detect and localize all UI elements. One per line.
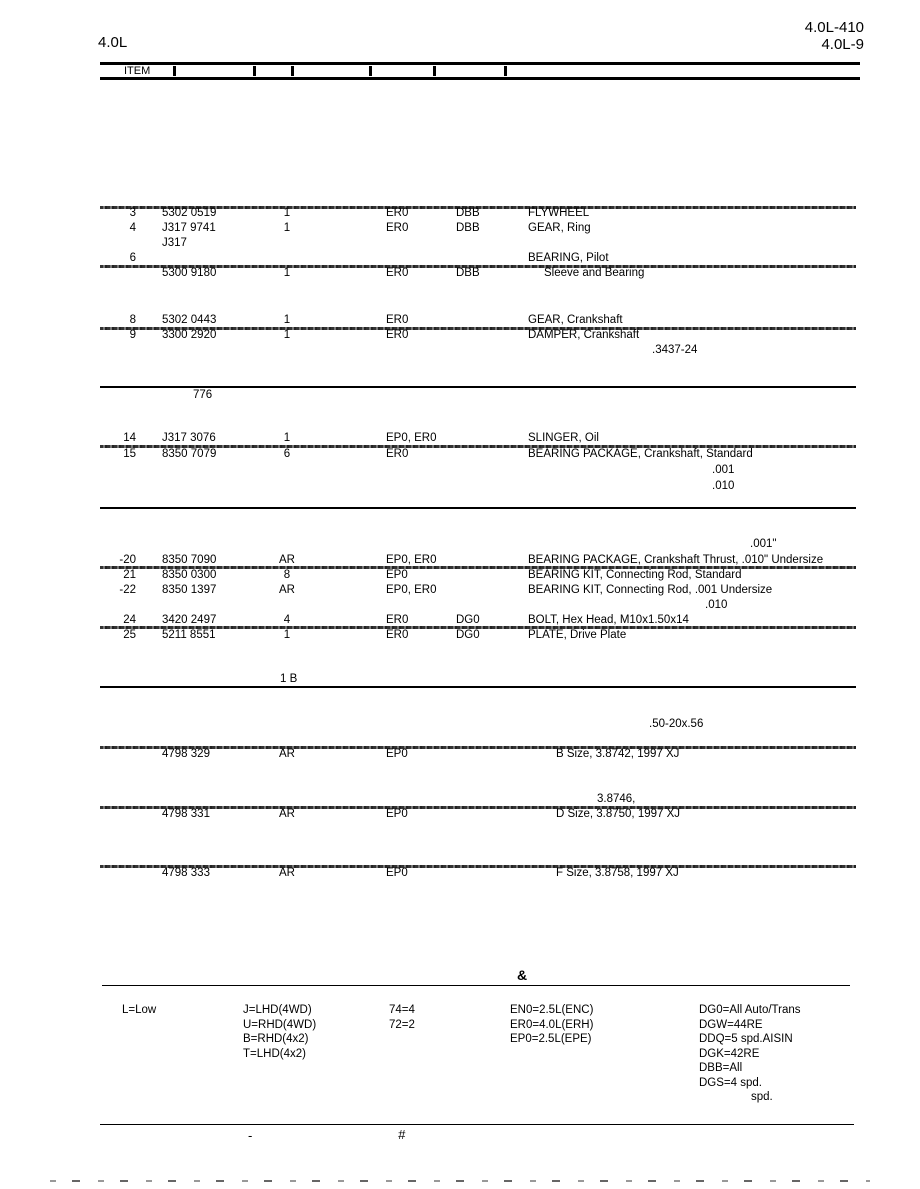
part-number: 5211 8551 [162,629,216,641]
legend-column-body [243,1003,316,1061]
quantity: AR [279,554,295,566]
section-rule [100,507,856,509]
description: GEAR, Crankshaft [528,314,623,326]
legend-column-drive [389,1003,415,1032]
header-left-code: 4.0L [98,34,128,51]
part-number: J317 9741 [162,222,216,234]
part-number: 8350 7090 [162,554,217,566]
item-number: 3 [129,207,136,219]
description: BOLT, Hex Head, M10x1.50x14 [528,614,689,626]
header-right-section-code: 4.0L-9 [821,36,864,53]
table-row [0,538,920,552]
description: 3.8746, [597,793,636,805]
item-number: 21 [123,569,136,581]
description: BEARING PACKAGE, Crankshaft, Standard [528,448,753,460]
quantity: AR [279,584,295,596]
description: .001 [712,464,735,476]
table-row [0,329,920,343]
part-number: 8350 1397 [162,584,217,596]
table-row [0,267,920,281]
item-number: -22 [119,584,136,596]
part-number: 8350 7079 [162,448,217,460]
column-divider [433,66,436,76]
quantity: 1 [283,629,291,641]
legend-title: & [517,967,528,983]
column-divider [173,66,176,76]
table-row [0,464,920,478]
legend-entry: spd. [751,1091,773,1103]
legend-entry: EP0=2.5L(EPE) [510,1033,592,1045]
table-row [0,793,920,807]
legend-entry: DG0=All Auto/Trans [699,1004,801,1016]
part-number: 8350 0300 [162,569,217,581]
legend-entry: EN0=2.5L(ENC) [510,1004,594,1016]
item-number: 9 [129,329,136,341]
quantity: 1 [283,207,291,219]
legend-entry: U=RHD(4WD) [243,1018,317,1031]
sales-code: ER0 [386,629,409,641]
part-number: 3420 2497 [162,614,217,626]
part-number: 5300 9180 [162,267,217,279]
quantity: AR [279,748,295,760]
quantity: AR [279,867,295,879]
header-right-page-code: 4.0L-410 [804,19,864,36]
table-row [0,344,920,358]
quantity: 4 [283,614,291,626]
table-top-rule [100,62,860,65]
legend-entry: 74=4 [389,1004,415,1016]
item-number: 6 [129,252,136,264]
description: BEARING, Pilot [528,252,609,264]
quantity: 1 [283,314,291,326]
table-row [0,222,920,236]
sales-code: EP0 [386,808,408,820]
part-number: 4798 331 [162,808,210,820]
legend-entry: ER0=4.0L(ERH) [510,1018,594,1031]
legend-entry: T=LHD(4x2) [243,1047,306,1060]
legend-entry: 72=2 [389,1018,415,1031]
table-row [0,599,920,613]
release-code: DBB [456,222,480,234]
column-divider [253,66,256,76]
part-number: 5302 0519 [162,207,217,219]
legend-rule [102,985,850,986]
item-number: 15 [123,448,136,460]
table-row [0,314,920,328]
table-row [0,673,920,687]
sales-code: ER0 [386,207,409,219]
table-row [0,718,920,732]
release-code: DBB [456,207,480,219]
column-divider [369,66,372,76]
sales-code: ER0 [386,448,409,460]
item-number: 24 [123,614,136,626]
item-number: 8 [129,314,136,326]
description: .010 [705,599,728,611]
description: B Size, 3.8742, 1997 XJ [556,748,680,760]
part-number: 5302 0443 [162,314,217,326]
quantity: 8 [283,569,291,581]
description: F Size, 3.8758, 1997 XJ [556,867,679,879]
scan-artifact-row [50,1180,870,1182]
footer-rule [100,1124,854,1125]
item-number: 14 [123,432,136,444]
quantity: 1 [283,267,291,279]
description: BEARING PACKAGE, Crankshaft Thrust, .010" Undersize [528,554,824,566]
table-row [0,808,920,822]
description: BEARING KIT, Connecting Rod, .001 Undersize [528,584,773,596]
legend-entry: DGW=44RE [699,1018,763,1031]
quantity: 1 [283,329,291,341]
part-number: J317 [162,237,187,249]
item-number: 25 [123,629,136,641]
legend-entry: DBB=All [699,1062,743,1074]
part-number: 4798 333 [162,867,210,879]
description: D Size, 3.8750, 1997 XJ [556,808,681,820]
section-rule [100,386,856,388]
column-divider [291,66,294,76]
table-row [0,629,920,643]
description: BEARING KIT, Connecting Rod, Standard [528,569,742,581]
description: GEAR, Ring [528,222,591,234]
quantity: AR [279,808,295,820]
description: FLYWHEEL [528,207,590,219]
footer-hash: # [398,1127,406,1142]
description: DAMPER, Crankshaft [528,329,640,341]
part-number: J317 3076 [162,432,216,444]
table-row [0,614,920,628]
legend-entry: L=Low [122,1004,157,1016]
legend-entry: DGK=42RE [699,1047,760,1060]
description: .010 [712,480,735,492]
table-row [0,867,920,881]
quantity: 1 [283,222,291,234]
sales-code: EP0, ER0 [386,554,437,566]
table-row [0,554,920,568]
item-number: -20 [119,554,136,566]
part-number: 776 [193,389,213,401]
table-row [0,252,920,266]
part-number: 3300 2920 [162,329,217,341]
description: .001" [750,538,777,550]
sales-code: EP0 [386,748,408,760]
sales-code: ER0 [386,314,409,326]
footer-dash: - [248,1128,253,1143]
table-row [0,207,920,221]
quantity: 1 [283,432,291,444]
sales-code: EP0, ER0 [386,584,437,596]
table-row [0,389,920,403]
legend-column-type [122,1003,156,1018]
table-row [0,584,920,598]
legend-entry: J=LHD(4WD) [243,1004,312,1016]
column-divider [504,66,507,76]
column-header-item: ITEM [124,65,151,77]
item-number: 4 [129,222,136,234]
quantity: 1 B [280,673,298,685]
sales-code: ER0 [386,222,409,234]
legend-entry: DGS=4 spd. [699,1076,762,1089]
table-row [0,748,920,762]
sales-code: EP0, ER0 [386,432,437,444]
table-row [0,569,920,583]
description: .3437-24 [652,344,698,356]
sales-code: EP0 [386,569,408,581]
description: Sleeve and Bearing [544,267,645,279]
legend-entry: B=RHD(4x2) [243,1033,309,1045]
part-number: 4798 329 [162,748,210,760]
release-code: DBB [456,267,480,279]
table-row [0,237,920,251]
table-row [0,448,920,462]
release-code: DG0 [456,629,480,641]
table-header-bottom-rule [100,77,860,80]
description: PLATE, Drive Plate [528,629,627,641]
sales-code: ER0 [386,267,409,279]
description: SLINGER, Oil [528,432,599,444]
quantity: 6 [283,448,291,460]
sales-code: ER0 [386,329,409,341]
sales-code: ER0 [386,614,409,626]
legend-entry: DDQ=5 spd.AISIN [699,1033,793,1045]
table-row [0,432,920,446]
release-code: DG0 [456,614,480,626]
description: .50-20x.56 [649,718,704,730]
table-row [0,480,920,494]
legend-column-transmission [699,1003,801,1105]
legend-column-engine [510,1003,593,1047]
sales-code: EP0 [386,867,408,879]
